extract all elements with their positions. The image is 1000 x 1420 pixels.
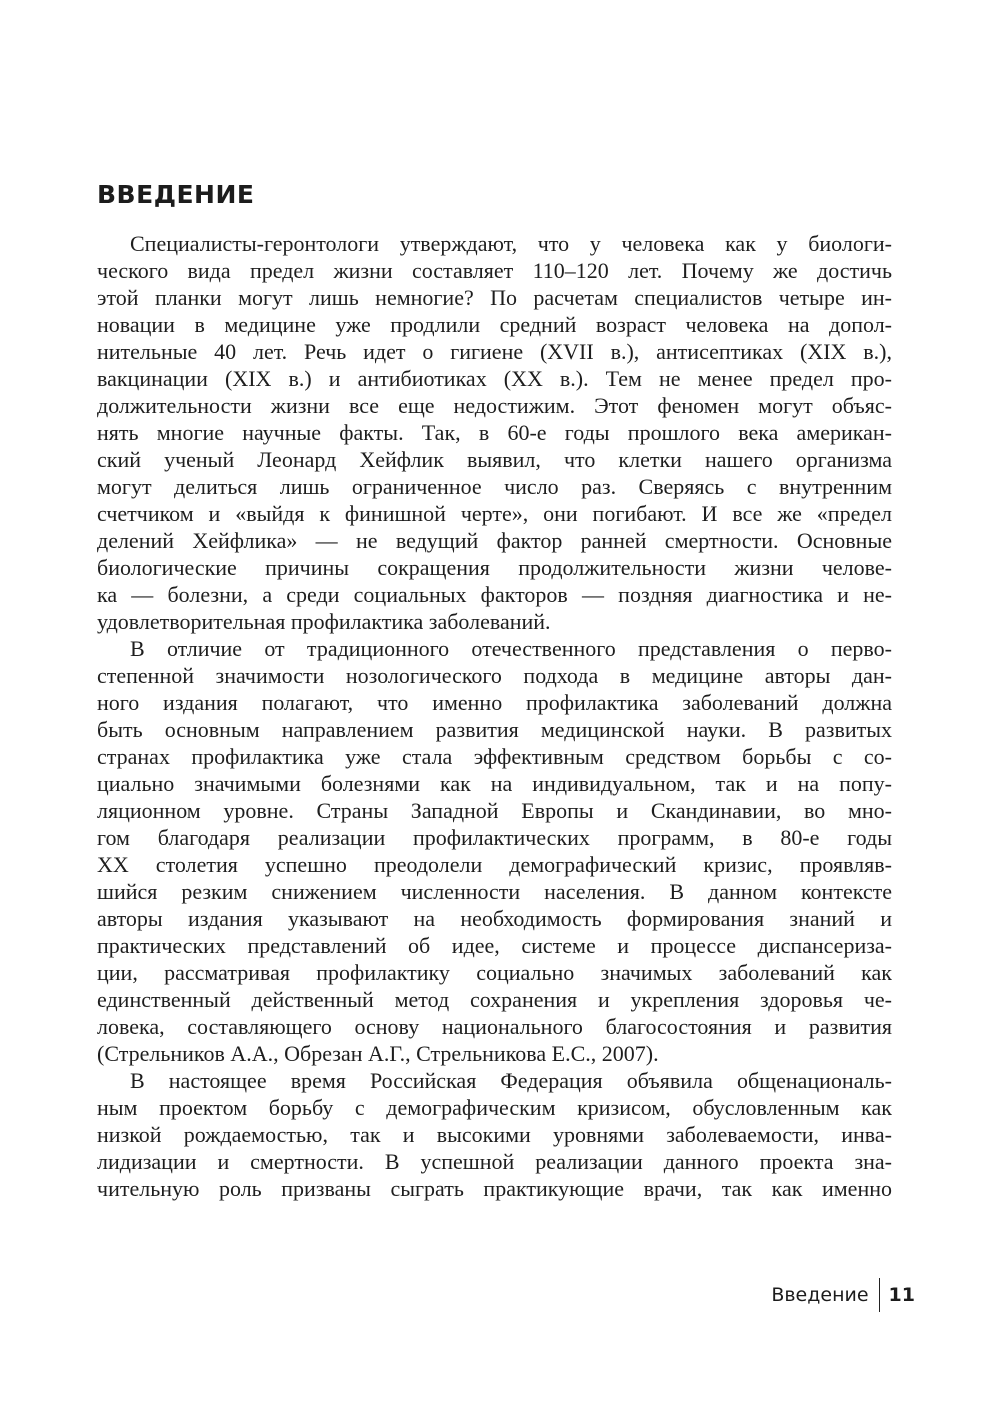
text-line: Специалисты-геронтологи утверждают, что у человека как у биологи-: [130, 231, 892, 256]
text-line: авторы издания указывают на необходимость формирования знаний и: [97, 906, 892, 931]
text-line: нять многие научные факты. Так, в 60-е годы прошлого века американ-: [97, 420, 892, 445]
text-line: В настоящее время Российская Федерация объявила общенациональ-: [130, 1068, 892, 1093]
text-line: странах профилактика уже стала эффективным средством борьбы с со-: [97, 744, 892, 769]
text-line: могут делиться лишь ограниченное число раз. Сверяясь с внутренним: [97, 474, 892, 499]
text-line: гом благодаря реализации профилактических программ, в 80-е годы: [97, 825, 892, 850]
text-line: В отличие от традиционного отечественного представления о перво-: [130, 636, 892, 661]
text-line: чительную роль призваны сыграть практикующие врачи, так как именно: [97, 1176, 892, 1201]
text-line: нительные 40 лет. Речь идет о гигиене (XVII в.), антисептиках (XIX в.),: [97, 339, 892, 364]
text-line: низкой рождаемостью, так и высокими уровнями заболеваемости, инва-: [97, 1122, 892, 1147]
body-text: [97, 230, 892, 1202]
text-line: ческого вида предел жизни составляет 110–120 лет. Почему же достичь: [97, 258, 892, 283]
text-line: должительности жизни все еще недостижим. Этот феномен могут объяс-: [97, 393, 892, 418]
text-line: ловека, составляющего основу национального благосостояния и развития: [97, 1014, 892, 1039]
text-line: ка — болезни, а среди социальных факторов — поздняя диагностика и не-: [97, 582, 892, 607]
text-line: удовлетворительная профилактика заболеваний.: [97, 609, 551, 634]
text-line: этой планки могут лишь немногие? По расчетам специалистов четыре ин-: [97, 285, 892, 310]
text-line: шийся резким снижением численности населения. В данном контексте: [97, 879, 892, 904]
section-heading: ВВЕДЕНИЕ: [97, 180, 255, 209]
text-line: быть основным направлением развития медицинской науки. В развитых: [97, 717, 892, 742]
text-line: XX столетия успешно преодолели демографический кризис, проявляв-: [97, 852, 892, 877]
text-line: ного издания полагают, что именно профилактика заболеваний должна: [97, 690, 892, 715]
text-line: вакцинации (XIX в.) и антибиотиках (XX в.). Тем не менее предел про-: [97, 366, 892, 391]
text-line: (Стрельников А.А., Обрезан А.Г., Стрельникова Е.С., 2007).: [97, 1041, 659, 1066]
page-number: 11: [888, 1284, 915, 1306]
text-line: ным проектом борьбу с демографическим кризисом, обусловленным как: [97, 1095, 892, 1120]
page-footer: [771, 1278, 915, 1312]
text-line: практических представлений об идее, системе и процессе диспансериза-: [97, 933, 892, 958]
text-line: ляционном уровне. Страны Западной Европы и Скандинавии, во мно-: [97, 798, 892, 823]
text-line: степенной значимости нозологического подхода в медицине авторы дан-: [97, 663, 892, 688]
text-line: делений Хейфлика» — не ведущий фактор ранней смертности. Основные: [97, 528, 892, 553]
text-line: единственный действенный метод сохранения и укрепления здоровья че-: [97, 987, 892, 1012]
text-line: ции, рассматривая профилактику социально значимых заболеваний как: [97, 960, 892, 985]
text-line: лидизации и смертности. В успешной реализации данного проекта зна-: [97, 1149, 892, 1174]
text-line: биологические причины сокращения продолжительности жизни челове-: [97, 555, 892, 580]
text-line: счетчиком и «выйдя к финишной черте», они погибают. И все же «предел: [97, 501, 892, 526]
text-line: новации в медицине уже продлили средний возраст человека на допол-: [97, 312, 892, 337]
running-footer-section: Введение: [771, 1284, 869, 1306]
text-line: циально значимыми болезнями как на индивидуальном, так и на попу-: [97, 771, 892, 796]
text-line: ский ученый Леонард Хейфлик выявил, что клетки нашего организма: [97, 447, 892, 472]
